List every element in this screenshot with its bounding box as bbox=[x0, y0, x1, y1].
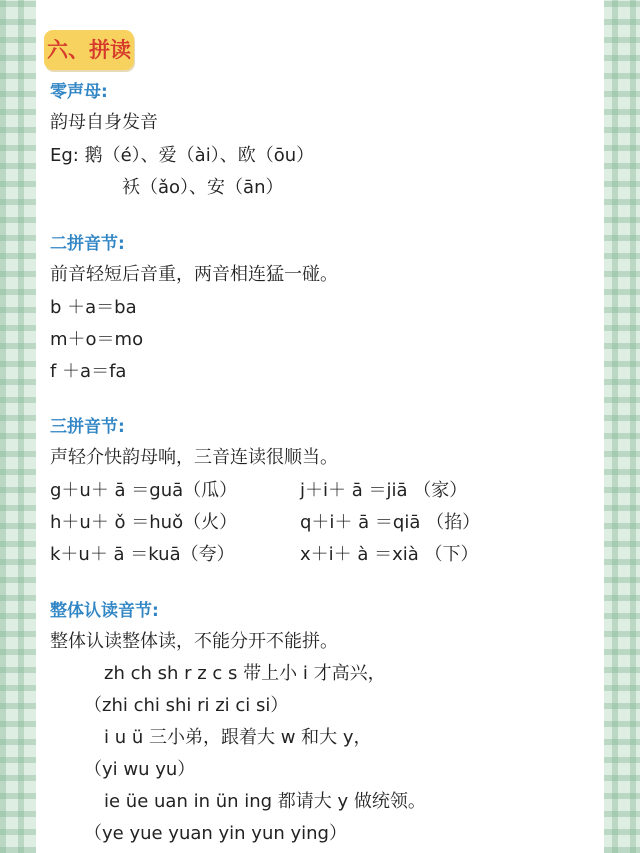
zero-initial-rule: 韵母自身发音 bbox=[50, 112, 158, 133]
three-part-rule: 声轻介快韵母响，三音连读很顺当。 bbox=[50, 447, 338, 468]
three-part-example-right: q＋i＋ ā ＝qiā （掐） bbox=[300, 512, 481, 533]
two-part-example: f ＋a＝fa bbox=[50, 361, 127, 382]
three-part-example-left: k＋u＋ ā ＝kuā（夸） bbox=[50, 544, 235, 565]
two-part-heading: 二拼音节: bbox=[50, 234, 125, 254]
whole-syllable-line: zh ch sh r z c s 带上小 i 才高兴， bbox=[104, 663, 386, 684]
three-part-example-right: x＋i＋ à ＝xià （下） bbox=[300, 544, 479, 565]
three-part-example-left: h＋u＋ ǒ ＝huǒ（火） bbox=[50, 512, 238, 533]
whole-syllable-heading: 整体认读音节: bbox=[50, 601, 159, 621]
three-part-example-right: j＋i＋ ā ＝jiā （家） bbox=[300, 480, 468, 501]
whole-syllable-line: （ye yue yuan yin yun ying） bbox=[84, 823, 347, 844]
zero-initial-example-1: Eg: 鹅（é）、爱（ài）、欧（ōu） bbox=[50, 145, 315, 166]
whole-syllable-line: ie üe uan in ün ing 都请大 y 做统领。 bbox=[104, 791, 426, 812]
section-title: 六、拼读 bbox=[47, 38, 131, 62]
two-part-example: m＋o＝mo bbox=[50, 329, 144, 350]
whole-syllable-rule: 整体认读整体读，不能分开不能拼。 bbox=[50, 631, 338, 652]
whole-syllable-line: （zhi chi shi ri zi ci si） bbox=[84, 695, 289, 716]
two-part-example: b ＋a＝ba bbox=[50, 297, 137, 318]
three-part-heading: 三拼音节: bbox=[50, 417, 125, 437]
whole-syllable-line: （yi wu yu） bbox=[84, 759, 196, 780]
three-part-example-left: g＋u＋ ā ＝guā（瓜） bbox=[50, 480, 238, 501]
zero-initial-heading: 零声母: bbox=[50, 82, 108, 102]
two-part-rule: 前音轻短后音重，两音相连猛一碰。 bbox=[50, 264, 338, 285]
zero-initial-example-2: 袄（ǎo）、安（ān） bbox=[122, 177, 284, 198]
whole-syllable-line: i u ü 三小弟，跟着大 w 和大 y， bbox=[104, 727, 372, 748]
section-title-badge bbox=[44, 30, 134, 70]
